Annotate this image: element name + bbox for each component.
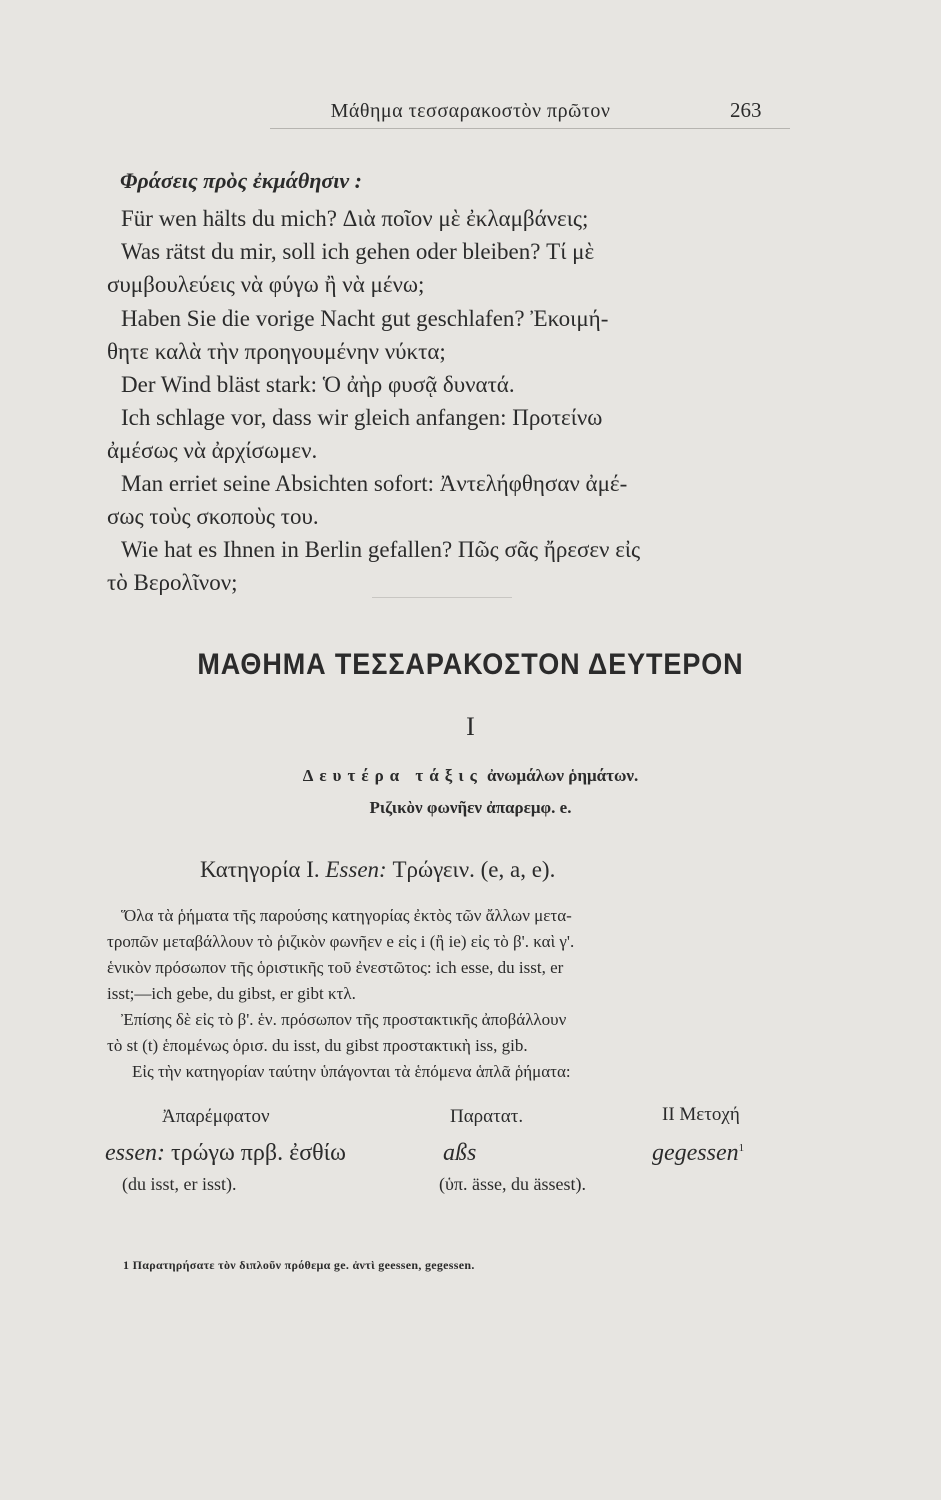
phrase-line: Für wen hälts du mich? Διὰ ποῖον μὲ ἐκλαμβάνεις; xyxy=(121,206,589,231)
page-number: 263 xyxy=(730,98,762,122)
phrase-line: Haben Sie die vorige Nacht gut geschlafen? Ἐκοιμή- xyxy=(121,306,609,331)
phrase-line: Ich schlage vor, dass wir gleich anfangen: Προτείνω xyxy=(121,405,603,430)
phrase-line: Was rätst du mir, soll ich gehen oder bleiben? Τί μὲ xyxy=(121,239,595,264)
past-form: aßs xyxy=(443,1140,477,1166)
col-header-past: Παρατατ. xyxy=(450,1106,524,1127)
phrase-line: συμβουλεύεις νὰ φύγω ἢ νὰ μένω; xyxy=(107,272,425,297)
infinitive-note: (du isst, er isst). xyxy=(122,1174,237,1194)
explanation-line: τὸ st (t) ἑπομένως ὁρισ. du isst, du gibst προστακτικὴ iss, gib. xyxy=(107,1036,528,1055)
phrase-line: θητε καλὰ τὴν προηγουμένην νύκτα; xyxy=(107,339,446,364)
section-separator xyxy=(372,597,512,598)
category-heading xyxy=(200,857,555,883)
category-verb: Essen: xyxy=(325,857,387,882)
explanation-line: ἑνικὸν πρόσωπον τῆς ὁριστικῆς τοῦ ἐνεστῶτος: ich esse, du isst, er xyxy=(107,958,564,977)
phrase-line: ἀμέσως νὰ ἀρχίσωμεν. xyxy=(107,438,318,463)
footnote xyxy=(123,1258,475,1273)
lesson-subtitle-2: Ριζικὸν φωνῆεν ἀπαρεμφ. e. xyxy=(369,798,572,817)
infinitive-meaning: τρώγω πρβ. ἐσθίω xyxy=(170,1140,346,1166)
lesson-subtitle xyxy=(0,766,941,786)
category-rest: Τρώγειν. (e, a, e). xyxy=(392,857,556,882)
footnote-ref: 1 xyxy=(738,1142,745,1154)
explanation-line: Ἐπίσης δὲ εἰς τὸ β'. ἑν. πρόσωπον τῆς προστακτικῆς ἀποβάλλουν xyxy=(121,1010,567,1029)
col-header-infinitive: Ἀπαρέμφατον xyxy=(162,1106,270,1127)
infinitive-verb: essen: xyxy=(105,1140,165,1166)
explanation-line: Ὅλα τὰ ῥήματα τῆς παρούσης κατηγορίας ἐκτὸς τῶν ἄλλων μετα- xyxy=(121,906,572,925)
participle-entry xyxy=(652,1140,744,1167)
lesson-title: ΜΑΘΗΜΑ ΤΕΣΣΑΡΑΚΟΣΤΟΝ ΔΕΥΤΕΡΟΝ xyxy=(197,648,744,681)
subtitle-rest: ἀνωμάλων ῥημάτων. xyxy=(487,766,639,785)
explanation-line: τροπῶν μεταβάλλουν τὸ ῥιζικὸν φωνῆεν e εἰς i (ἢ ie) εἰς τὸ β'. καὶ γ'. xyxy=(107,932,575,951)
past-note: (ὑπ. ässe, du ässest). xyxy=(439,1174,586,1194)
phrase-line: Wie hat es Ihnen in Berlin gefallen? Πῶς σᾶς ἤρεσεν εἰς xyxy=(121,537,641,562)
subtitle-spaced: Δευτέρα τάξις xyxy=(302,766,483,785)
running-header: Μάθημα τεσσαρακοστὸν πρῶτον xyxy=(330,100,611,122)
footnote-text: Παρατηρήσατε τὸν διπλοῦν πρόθεμα ge. ἀντὶ geessen, gegessen. xyxy=(132,1258,475,1272)
phrase-line: σως τοὺς σκοποὺς του. xyxy=(107,504,319,529)
phrase-line: Man erriet seine Absichten sofort: Ἀντελήφθησαν ἀμέ- xyxy=(121,471,628,496)
infinitive-entry xyxy=(105,1140,346,1167)
phrases-heading: Φράσεις πρὸς ἐκμάθησιν : xyxy=(120,168,362,193)
section-number: I xyxy=(466,712,475,741)
explanation-line: Εἰς τὴν κατηγορίαν ταύτην ὑπάγονται τὰ ἑπόμενα ἁπλᾶ ῥήματα: xyxy=(132,1062,571,1081)
explanation-line: isst;—ich gebe, du gibst, er gibt κτλ. xyxy=(107,984,356,1003)
phrase-line: Der Wind bläst stark: Ὁ ἀὴρ φυσᾷ δυνατά. xyxy=(121,372,515,397)
header-rule xyxy=(270,128,790,129)
phrase-line: τὸ Βερολῖνον; xyxy=(107,570,238,595)
footnote-mark: 1 xyxy=(123,1258,130,1272)
participle-form: gegessen xyxy=(652,1140,739,1166)
category-label: Κατηγορία I. xyxy=(200,857,320,882)
col-header-participle: II Μετοχή xyxy=(662,1104,740,1125)
